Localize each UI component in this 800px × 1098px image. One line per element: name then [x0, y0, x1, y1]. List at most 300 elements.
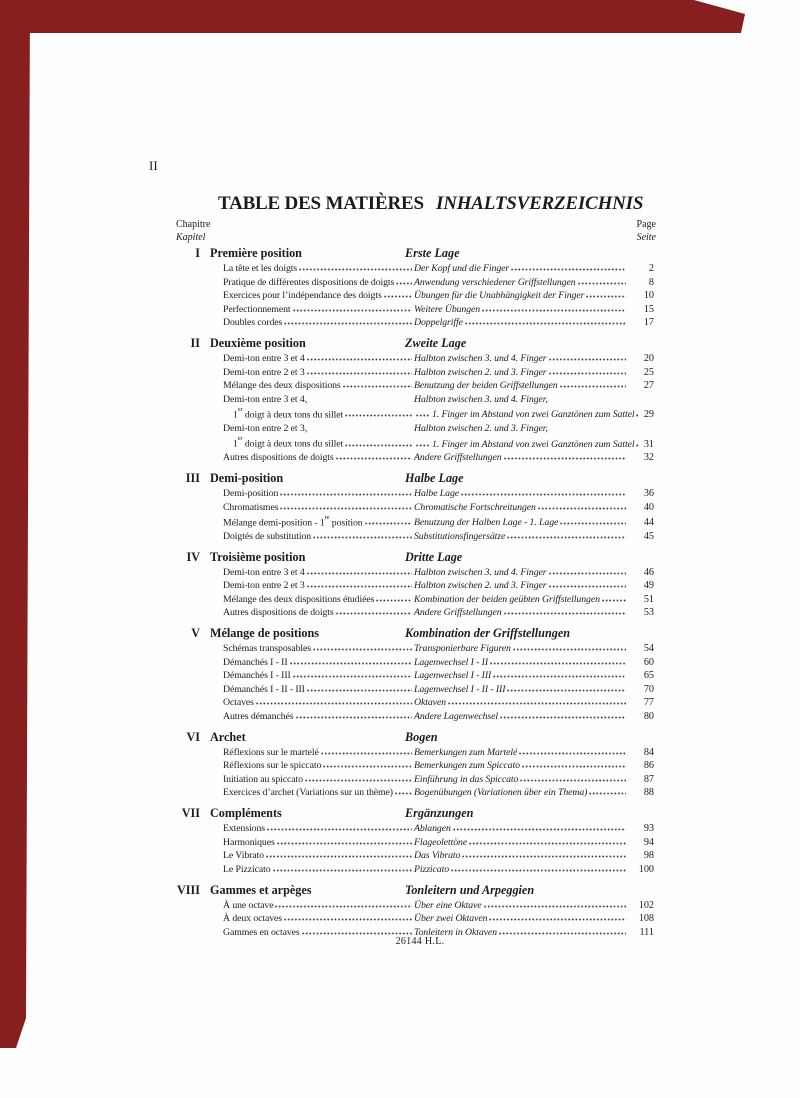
entry-page-number: 45 [643, 530, 654, 542]
toc-entry [223, 912, 654, 926]
chapter-title-fr: Gammes et arpèges [210, 882, 312, 897]
entry-page-number: 111 [639, 926, 654, 938]
entry-fr-column [223, 773, 414, 787]
entry-fr-column [223, 656, 414, 670]
entry-fr-column [223, 759, 414, 773]
entry-title-fr: Demi-ton entre 3 et 4, [223, 393, 308, 405]
dot-leader [376, 599, 412, 602]
dot-leader [511, 268, 626, 271]
dot-leader [504, 457, 627, 460]
entry-page-number: 54 [643, 643, 654, 655]
chapter-numeral: III [185, 471, 200, 486]
entry-title-fr: 1er doigt à deux tons du sillet [233, 406, 344, 421]
entry-de-column [414, 836, 628, 850]
toc-entry [223, 501, 654, 515]
entry-de-column [414, 606, 628, 620]
entry-fr-column [223, 530, 414, 544]
entry-page-number: 65 [643, 670, 654, 682]
plate-number: 26144 H.L. [395, 936, 445, 947]
entry-de-column [414, 516, 628, 530]
toc-entry [223, 863, 654, 877]
entry-fr-column [223, 487, 414, 501]
chapter-block [170, 626, 654, 723]
entry-page-number: 60 [643, 656, 654, 668]
entry-title-de: Halbton zwischen 2. und 3. Finger [414, 580, 547, 592]
entry-page-number: 8 [648, 276, 654, 288]
entry-page-number: 100 [638, 863, 654, 875]
entry-de-column [414, 912, 628, 926]
toc-entry [223, 606, 654, 620]
entry-de-column [414, 276, 628, 290]
entry-fr-column [223, 642, 414, 656]
dot-leader [549, 358, 627, 361]
dot-leader [416, 444, 430, 447]
entry-title-de: Bogenübungen (Variationen über ein Thema) [414, 787, 588, 799]
toc-entry [223, 316, 654, 330]
entry-fr-column [233, 406, 414, 422]
chapter-heading-row [170, 626, 654, 641]
dot-leader [345, 444, 412, 447]
entry-de-column [414, 579, 628, 593]
dot-leader [448, 702, 626, 705]
dot-leader [589, 792, 626, 795]
dot-leader [499, 932, 626, 935]
entry-title-fr: Réflexions sur le martelé [223, 746, 319, 758]
entry-title-fr: Pratique de différentes dispositions de doigts [223, 276, 395, 288]
dot-leader [560, 385, 626, 388]
entry-title-de: Substitutionsfingersätze [414, 530, 506, 542]
dot-leader [305, 779, 412, 782]
dot-leader [343, 385, 412, 388]
entry-fr-column [223, 863, 414, 877]
entry-page-number: 46 [643, 566, 654, 578]
entry-de-column [414, 656, 628, 670]
entry-page-number: 17 [643, 317, 654, 328]
entry-page-number: 51 [643, 593, 654, 605]
entry-page-number: 49 [643, 580, 654, 592]
entry-page-number: 102 [638, 899, 654, 911]
dot-leader [549, 585, 627, 588]
entry-title-fr: Exercices pour l’indépendance des doigts [223, 290, 382, 301]
entry-title-fr: 1er doigt à deux tons du sillet [233, 435, 344, 450]
dot-leader [293, 675, 412, 678]
dot-leader [507, 536, 626, 539]
entry-page-number: 40 [643, 501, 654, 513]
entry-title-fr: Autres démanchés [223, 710, 294, 722]
dot-leader [302, 932, 412, 935]
entry-de-column [414, 379, 628, 393]
entry-de-column [414, 786, 628, 800]
entry-fr-column [223, 422, 414, 436]
dot-leader [280, 493, 412, 496]
page-heading-de: Seite [636, 232, 656, 243]
entry-de-column [414, 366, 628, 380]
entry-fr-column [223, 379, 414, 393]
entry-page-number: 84 [643, 746, 654, 758]
entry-title-de: Ablangen [414, 823, 451, 835]
dot-leader [578, 282, 626, 285]
entry-fr-column [223, 849, 414, 863]
entry-title-de: Lagenwechsel I - II - III [414, 683, 506, 695]
entry-title-de: Halbton zwischen 2. und 3. Finger, [414, 422, 548, 434]
entry-page-number: 108 [638, 913, 654, 925]
entry-title-de: Halbton zwischen 3. und 4. Finger [414, 566, 547, 578]
entry-title-fr: Démanchés I - III [223, 670, 291, 682]
chapter-numeral: IV [186, 549, 200, 564]
entry-title-de: Andere Griffstellungen [414, 607, 502, 619]
entry-page-number: 98 [643, 850, 654, 862]
entry-de-column [414, 393, 628, 407]
entry-fr-column [223, 366, 414, 380]
dot-leader [307, 585, 412, 588]
entry-title-fr: Démanchés I - II [223, 656, 288, 668]
entry-de-column [414, 822, 628, 836]
dot-leader [307, 372, 412, 375]
chapter-heading-row [170, 883, 654, 898]
entry-title-de: 1. Finger im Abstand von zwei Ganztönen zum Sattel [432, 409, 635, 421]
dot-leader [336, 612, 412, 615]
entry-title-de: Halbe Lage [414, 488, 459, 500]
entry-fr-column [223, 352, 414, 366]
chapter-heading-row [170, 806, 654, 821]
toc-entry [223, 451, 654, 465]
toc-entry [223, 352, 654, 366]
dot-leader [280, 507, 412, 510]
dot-leader [586, 295, 626, 298]
chapter-title-fr: Compléments [210, 806, 282, 821]
entry-title-fr: Demi-ton entre 3 et 4 [223, 566, 305, 578]
entry-fr-column [223, 822, 414, 836]
toc-entry [223, 683, 654, 697]
entry-title-fr: Réflexions sur le spiccato [223, 760, 322, 772]
dot-leader [307, 689, 412, 692]
chapter-title-de: Tonleitern und Arpeggien [405, 882, 535, 897]
toc-entry [223, 289, 654, 303]
entry-de-column [414, 593, 628, 607]
entry-title-fr: Le Vibrato [223, 850, 264, 862]
chapter-title-de: Ergänzungen [405, 806, 474, 821]
dot-leader [299, 268, 412, 271]
entry-de-column [414, 746, 628, 760]
dot-leader [273, 869, 413, 872]
dot-leader [482, 309, 626, 312]
entry-title-de: Der Kopf und die Finger [414, 263, 510, 274]
entry-title-fr: Doubles cordes [223, 317, 283, 328]
chapter-title-fr: Première position [210, 246, 302, 260]
dot-leader [602, 599, 626, 602]
entry-title-de: Andere Lagenwechsel [414, 710, 498, 722]
chapter-title-de: Dritte Lage [405, 549, 463, 564]
chapter-title-fr: Mélange de positions [210, 626, 320, 641]
entry-fr-column [223, 912, 414, 926]
entry-fr-column [223, 696, 414, 710]
entry-title-fr: Autres dispositions de doigts [223, 607, 334, 619]
dot-leader [293, 309, 413, 312]
chapter-numeral: II [190, 336, 200, 350]
dot-leader [296, 716, 413, 719]
toc-entry [223, 366, 654, 380]
entry-de-column [414, 352, 628, 366]
entry-de-column [414, 696, 628, 710]
entry-title-fr: Exercices d’archet (Variations sur un thème) [223, 787, 393, 799]
chapter-title-fr: Archet [210, 729, 246, 744]
toc-entry [223, 514, 654, 530]
entry-title-de: Lagenwechsel I - III [414, 670, 492, 682]
entry-title-fr: Octaves [223, 697, 254, 709]
entry-de-column [414, 438, 635, 452]
entry-title-de: Andere Griffstellungen [414, 452, 502, 464]
toc-entry [223, 262, 654, 276]
dot-leader [489, 918, 626, 921]
toc-entry [223, 276, 654, 290]
chapter-heading-row [170, 550, 654, 565]
entry-de-column [414, 501, 628, 515]
dot-leader [462, 855, 626, 858]
entry-title-de: 1. Finger im Abstand von zwei Ganztönen zum Sattel [432, 438, 635, 450]
toc-entry [223, 656, 654, 670]
entry-fr-column [223, 786, 414, 800]
entry-de-column [414, 316, 628, 330]
dot-leader [307, 572, 412, 575]
chapter-title-de: Bogen [405, 729, 438, 744]
dot-leader [549, 372, 627, 375]
dot-leader [465, 322, 626, 325]
dot-leader [284, 918, 412, 921]
entry-page-number: 87 [643, 773, 654, 785]
entry-title-de: Weitere Übungen [414, 303, 481, 315]
dot-leader [519, 752, 626, 755]
entry-title-de: Chromatische Fortschreitungen [414, 501, 536, 513]
toc-entry [223, 642, 654, 656]
dot-leader [313, 648, 412, 651]
entry-de-column [414, 642, 628, 656]
entry-title-de: Anwendung verschiedener Griffstellungen [414, 276, 576, 288]
chapter-title-fr: Demi-position [210, 471, 284, 486]
entry-title-fr: Harmoniques [223, 836, 275, 848]
entry-title-fr: Autres dispositions de doigts [223, 452, 334, 464]
toc-entry [223, 899, 654, 913]
entry-de-column [414, 422, 628, 436]
entry-fr-column [223, 514, 414, 530]
entry-page-number: 53 [643, 607, 654, 619]
entry-fr-column [223, 289, 414, 303]
dot-leader [484, 905, 627, 908]
chapter-list [170, 246, 654, 946]
entry-title-fr: Doigtés de substitution [223, 530, 312, 542]
toc-entry [223, 849, 654, 863]
entry-page-number: 32 [643, 452, 654, 464]
entry-de-column [414, 289, 628, 303]
entry-title-de: Benutzung der beiden Griffstellungen [414, 380, 558, 391]
entry-de-column [414, 669, 628, 683]
entry-fr-column [223, 303, 414, 317]
toc-entry [223, 836, 654, 850]
chapter-numeral: V [191, 626, 200, 641]
toc-entry [233, 435, 654, 451]
entry-title-de: Einführung in das Spiccato [414, 773, 519, 785]
entry-fr-column [223, 316, 414, 330]
dot-leader [395, 792, 412, 795]
entry-title-fr: Mélange demi-position - 1re position [223, 514, 363, 529]
entry-de-column [414, 899, 628, 913]
chapter-heading-row [170, 730, 654, 745]
entry-de-column [414, 566, 628, 580]
chapter-heading-row [170, 336, 654, 351]
entry-de-column [414, 683, 628, 697]
entry-fr-column [223, 501, 414, 515]
chapter-title-fr: Deuxième position [210, 336, 306, 350]
entry-title-de: Bemerkungen zum Martelé [414, 746, 518, 758]
entry-fr-column [223, 393, 414, 407]
toc-entry [223, 773, 654, 787]
entry-title-fr: Chromatismes [223, 501, 279, 513]
chapter-heading-row [170, 246, 654, 261]
chapter-title-de: Erste Lage [405, 246, 460, 260]
entry-page-number: 88 [643, 787, 654, 799]
chapter-block [170, 550, 654, 620]
entry-page-number: 2 [648, 263, 654, 274]
dot-leader [275, 905, 412, 908]
entry-title-de: Oktaven [414, 697, 446, 709]
dot-leader [266, 855, 412, 858]
entry-de-column [414, 487, 628, 501]
entry-title-de: Übungen für die Unabhängigkeit der Finger [414, 290, 585, 301]
entry-fr-column [223, 451, 414, 465]
entry-title-de: Halbton zwischen 2. und 3. Finger [414, 366, 547, 378]
entry-fr-column [223, 593, 414, 607]
chapter-numeral: VIII [176, 882, 200, 897]
page-title-german: INHALTSVERZEICHNIS [436, 193, 644, 214]
entry-de-column [414, 408, 635, 422]
entry-title-de: Über eine Oktave [414, 899, 482, 911]
dot-leader [461, 493, 626, 496]
entry-page-number: 27 [643, 380, 654, 391]
chapter-column-heading [176, 218, 210, 244]
toc-entry [223, 487, 654, 501]
entry-title-de: Über zwei Oktaven [414, 913, 488, 925]
entry-title-de: Halbton zwischen 3. und 4. Finger [414, 353, 547, 364]
dot-leader [277, 842, 412, 845]
entry-title-fr: Schémas transposables [223, 643, 311, 655]
toc-entry [223, 393, 654, 407]
toc-entry [223, 759, 654, 773]
toc-entry [223, 746, 654, 760]
entry-title-de: Kombination der beiden geübten Griffstellungen [414, 593, 600, 605]
chapter-block [170, 883, 654, 940]
entry-page-number: 15 [643, 303, 654, 315]
entry-page-number: 31 [643, 438, 654, 450]
chapter-numeral: I [195, 246, 200, 260]
dot-leader [384, 295, 412, 298]
toc-entry [223, 786, 654, 800]
entry-fr-column [223, 276, 414, 290]
chapter-numeral: VI [186, 729, 200, 744]
dot-leader [520, 779, 626, 782]
dot-leader [313, 536, 412, 539]
entry-fr-column [223, 746, 414, 760]
entry-title-fr: Demi-ton entre 2 et 3, [223, 422, 308, 434]
dot-leader [522, 765, 626, 768]
toc-entry [223, 579, 654, 593]
dot-leader [549, 572, 627, 575]
chapter-block [170, 730, 654, 800]
entry-fr-column [223, 262, 414, 276]
entry-page-number: 80 [643, 710, 654, 722]
entry-de-column [414, 759, 628, 773]
toc-entry [223, 303, 654, 317]
toc-entry [223, 669, 654, 683]
entry-de-column [414, 303, 628, 317]
dot-leader [345, 414, 412, 417]
entry-title-de: Bemerkungen zum Spiccato [414, 760, 520, 772]
entry-title-fr: Démanchés I - II - III [223, 683, 305, 695]
chapter-title-fr: Troisième position [210, 549, 306, 564]
dot-leader [365, 522, 412, 525]
dot-leader [451, 869, 626, 872]
dot-leader [469, 842, 626, 845]
entry-de-column [414, 451, 628, 465]
entry-title-fr: La tête et les doigts [223, 263, 298, 274]
chapter-heading-fr: Chapitre [176, 219, 211, 230]
entry-title-fr: Mélange des deux dispositions étudiées [223, 593, 375, 605]
entry-page-number: 70 [643, 683, 654, 695]
dot-leader [504, 612, 627, 615]
entry-de-column [414, 530, 628, 544]
dot-leader [490, 662, 626, 665]
dot-leader [416, 414, 430, 417]
chapter-numeral: VII [181, 806, 200, 821]
entry-title-de: Transponierbare Figuren [414, 643, 511, 655]
entry-page-number: 20 [643, 353, 654, 364]
entry-page-number: 94 [643, 836, 654, 848]
chapter-block [170, 806, 654, 876]
dot-leader [453, 828, 626, 831]
dot-leader [493, 675, 626, 678]
dot-leader [323, 765, 412, 768]
toc-entry [223, 593, 654, 607]
chapter-block [170, 336, 654, 465]
entry-title-de: Das Vibrato [414, 850, 461, 862]
entry-title-de: Halbton zwischen 3. und 4. Finger, [414, 393, 548, 405]
chapter-heading-row [170, 471, 654, 486]
entry-title-de: Tonleitern in Oktaven [414, 926, 497, 938]
dot-leader [507, 689, 626, 692]
chapter-block [170, 471, 654, 543]
dot-leader [307, 358, 412, 361]
entry-page-number: 36 [643, 488, 654, 500]
page-title-french: TABLE DES MATIÈRES [218, 193, 424, 214]
toc-entry [223, 422, 654, 436]
entry-title-fr: Perfectionnement [223, 303, 291, 315]
entry-page-number: 93 [643, 823, 654, 835]
entry-de-column [414, 863, 628, 877]
dot-leader [267, 828, 412, 831]
entry-title-de: Flageolettöne [414, 836, 468, 848]
chapter-block [170, 246, 654, 330]
entry-title-fr: Initiation au spiccato [223, 773, 303, 785]
dot-leader [321, 752, 412, 755]
entry-title-fr: Demi-ton entre 2 et 3 [223, 580, 305, 592]
entry-title-de: Benutzung der Halben Lage - 1. Lage [414, 517, 559, 529]
entry-title-fr: À une octave [223, 899, 274, 911]
entry-fr-column [223, 669, 414, 683]
dot-leader [256, 702, 412, 705]
entry-de-column [414, 710, 628, 724]
toc-entry [223, 379, 654, 393]
entry-title-fr: Extensions [223, 823, 265, 835]
entry-title-de: Pizzicato [414, 863, 450, 875]
entry-de-column [414, 262, 628, 276]
